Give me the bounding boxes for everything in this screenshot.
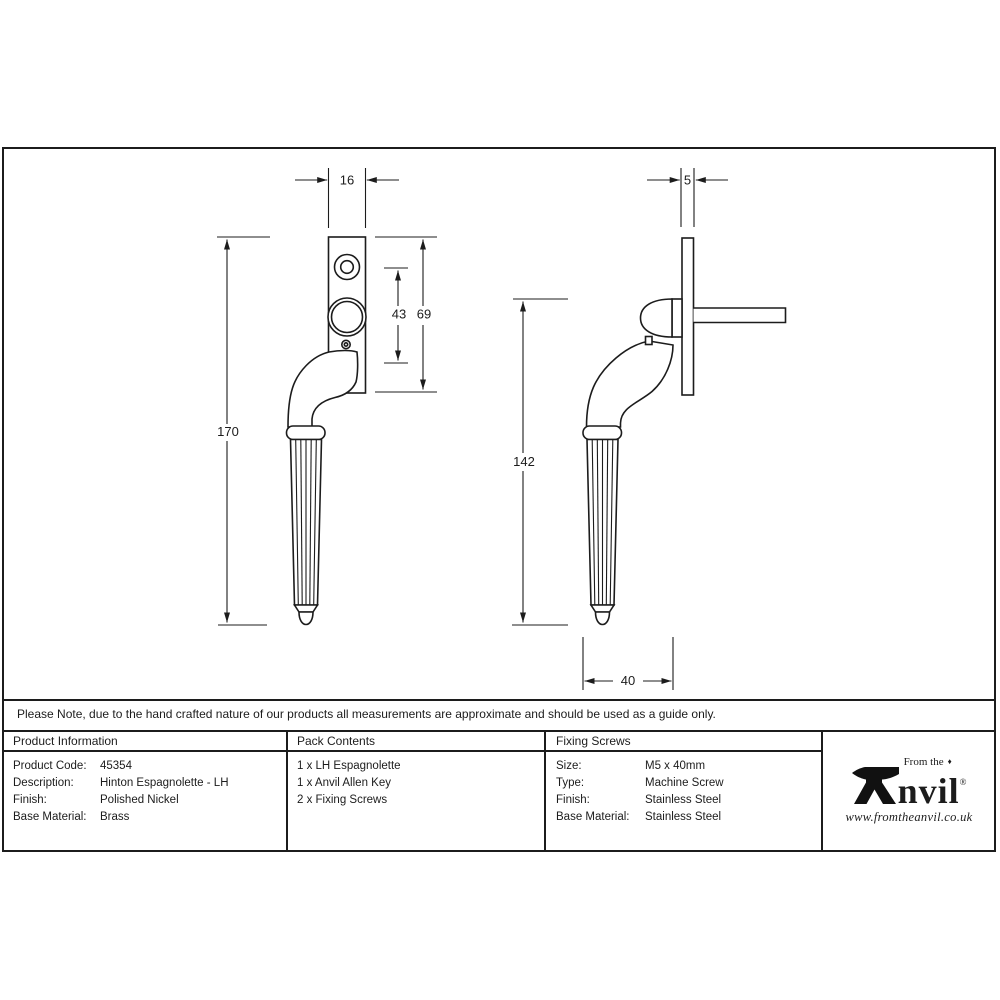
row-label: Base Material: bbox=[556, 811, 630, 823]
fixing-screws-header: Fixing Screws bbox=[556, 734, 631, 748]
row-label: Base Material: bbox=[13, 811, 87, 823]
pack-contents-header: Pack Contents bbox=[297, 734, 376, 748]
anvil-logo bbox=[851, 755, 968, 811]
from-the-text: From the bbox=[903, 755, 944, 768]
row-value: Brass bbox=[100, 811, 130, 823]
table-row bbox=[556, 792, 724, 809]
row-label: Finish: bbox=[556, 794, 590, 806]
brand-logo-cell bbox=[824, 731, 994, 850]
list-item: 2 x Fixing Screws bbox=[297, 794, 388, 806]
dim-label-16: 16 bbox=[339, 172, 355, 188]
anvil-icon bbox=[851, 765, 901, 806]
table-row bbox=[13, 792, 229, 809]
list-item: 1 x Anvil Allen Key bbox=[297, 777, 391, 789]
dim-label-69: 69 bbox=[416, 306, 432, 322]
row-label: Description: bbox=[13, 777, 74, 789]
row-value: Stainless Steel bbox=[645, 794, 722, 806]
row-label: Finish: bbox=[13, 794, 47, 806]
diamond-icon: ♦ bbox=[947, 757, 952, 766]
row-value: M5 x 40mm bbox=[645, 760, 706, 772]
logo-name bbox=[897, 768, 968, 811]
dim-label-43: 43 bbox=[391, 306, 407, 322]
registered-mark: ® bbox=[959, 776, 968, 787]
row-label: Product Code: bbox=[13, 760, 87, 772]
note-box-top-rule bbox=[2, 699, 996, 701]
row-label: Type: bbox=[556, 777, 585, 789]
row-label: Size: bbox=[556, 760, 582, 772]
fixing-screws-rows bbox=[556, 758, 724, 826]
brand-website-url: www.fromtheanvil.co.uk bbox=[845, 809, 973, 824]
table-row bbox=[13, 775, 229, 792]
table-divider-1 bbox=[286, 730, 288, 852]
row-value: Stainless Steel bbox=[645, 811, 722, 823]
measurement-disclaimer: Please Note, due to the hand crafted nature of our products all measurements are approximate and should be used as a guide only. bbox=[17, 707, 716, 721]
table-divider-3 bbox=[821, 730, 823, 852]
list-item: 1 x LH Espagnolette bbox=[297, 760, 401, 772]
product-information-header: Product Information bbox=[13, 734, 118, 748]
table-row bbox=[13, 809, 229, 826]
table-divider-2 bbox=[544, 730, 546, 852]
row-value: Hinton Espagnolette - LH bbox=[100, 777, 229, 789]
row-value: Polished Nickel bbox=[100, 794, 179, 806]
table-row bbox=[556, 775, 724, 792]
logo-tagline bbox=[898, 757, 968, 768]
table-row bbox=[556, 758, 724, 775]
dim-label-40: 40 bbox=[620, 673, 636, 688]
row-value: 45354 bbox=[100, 760, 132, 772]
logo-wordmark bbox=[897, 755, 968, 811]
dim-label-142: 142 bbox=[513, 454, 535, 469]
row-value: Machine Screw bbox=[645, 777, 724, 789]
logo-name-text: nvil bbox=[897, 770, 960, 811]
dim-label-170: 170 bbox=[217, 424, 239, 439]
dim-label-5: 5 bbox=[683, 172, 692, 188]
table-row bbox=[556, 809, 724, 826]
product-information-rows bbox=[13, 758, 229, 826]
table-header-rule bbox=[2, 750, 822, 752]
pack-contents-list bbox=[297, 758, 401, 809]
table-row bbox=[13, 758, 229, 775]
